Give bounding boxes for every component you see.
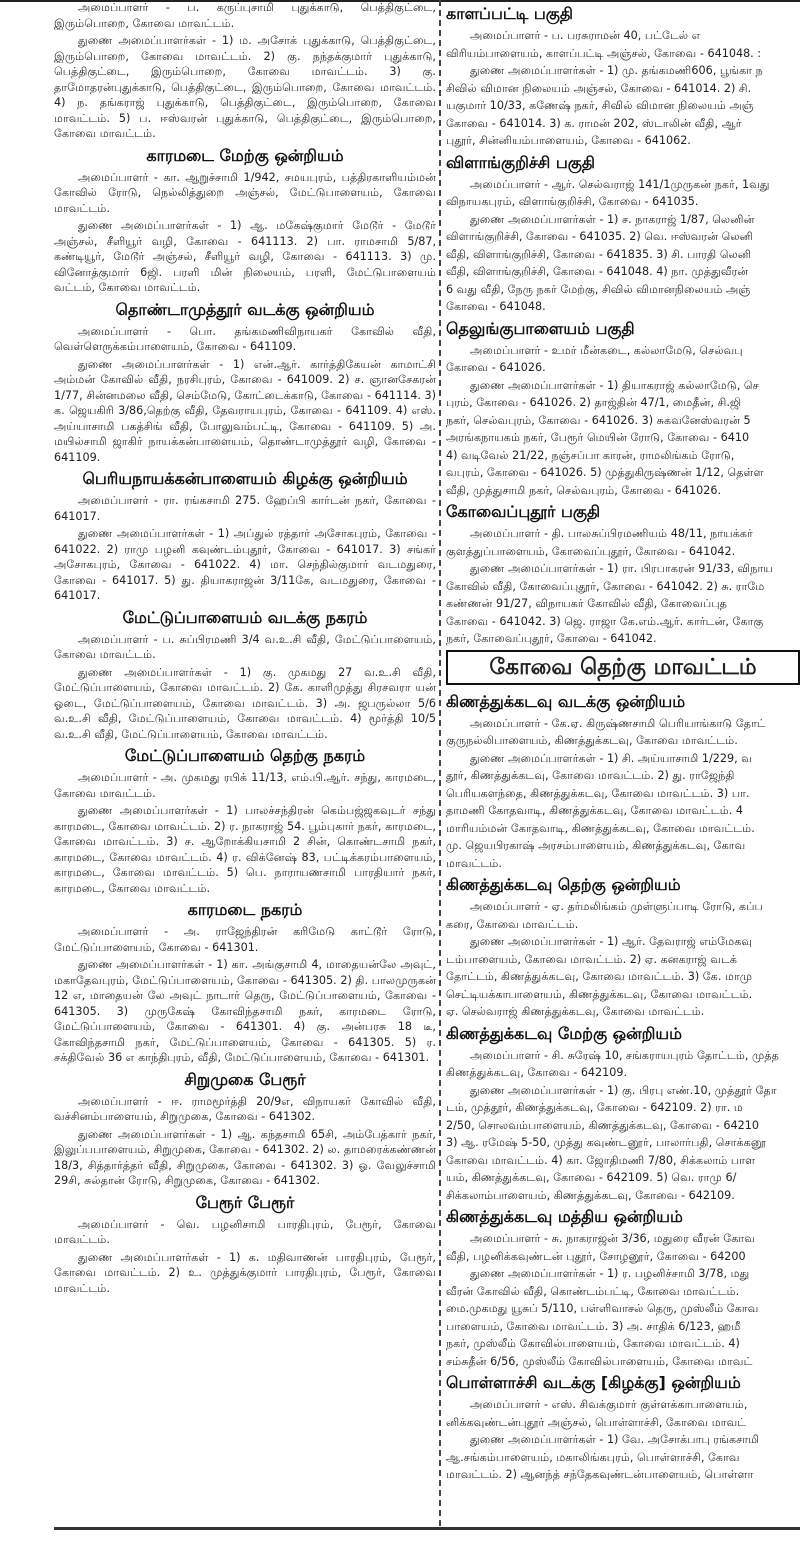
text-line: பெரியகளந்தை, கிணத்துக்கடவு, கோவை மாவட்டம். 3) பா. xyxy=(446,786,750,800)
text-line: அரங்கநாயகம் நகர், பேரூர் மெயின் ரோடு, கோவை - 6410 xyxy=(446,431,750,444)
section-heading: கோவைப்புதூர் பகுதி xyxy=(446,502,601,521)
text-line: யம், கிணத்துக்கடவு, கோவை - 642109. 5) வெ. ராமு 6/ xyxy=(446,1171,737,1184)
section-heading: கிணத்துக்கடவு தெற்கு ஒன்றியம் xyxy=(446,875,681,894)
organizer-entry: அமைப்பாளர் - ப. சுப்பிரமணி 3/4 வ.உ.சி வீதி, மேட்டுப்பாளையம், கோவை மாவட்டம். xyxy=(54,632,436,661)
text-line: ஏ. செல்வராஜ் கிணத்துக்கடவு, கோவை மாவட்டம். xyxy=(446,1005,705,1018)
text-line: துணை அமைப்பாளர்கள் - 1) ர. பழனிச்சாமி 3/78, மது xyxy=(470,1267,750,1280)
deputy-organizers-entry: துணை அமைப்பாளர்கள் - 1) ஆ. மகேஷ்குமார் மேடூர் - மேடூர் அஞ்சல், சீளியூர் வழி, கோவை - 641113. 2) பா. ராமசாமி 5/87, கண்டியூர், மேடூர் அஞ்சல், சீளியூர் வழி, கோவை - 641113. 3) மு. வினோத்குமார் 6ஜி. பரளி மின் நிலையம், பரளி, மேட்டுபாளையம் வட்டம், கோவை மாவட்டம். xyxy=(54,219,436,294)
text-line: விரியம்பாளையம், காளப்பட்டி அஞ்சல், கோவை - 641048. : xyxy=(446,46,762,60)
text-line: துணை அமைப்பாளர்கள் - 1) சி. அய்யாசாமி 1/229, வ xyxy=(470,751,752,765)
text-line: 3) ஆ. ரமேஷ் 5-50, முத்து கவுண்டனூர், பாலார்பதி, சொக்கனூ xyxy=(446,1136,767,1149)
organizer-entry: அமைப்பாளர் - பொ. தங்கமணிவிநாயகர் கோவில் வீதி, வெள்ளெருக்கம்பாளையம், கோவை - 641109. xyxy=(54,324,436,353)
text-line: மு. ஜெயபிரகாஷ் அரசம்பாளையம், கிணத்துக்கடவு, கோவ xyxy=(446,839,746,852)
text-line: அமைப்பாளர் - சு. நாகராஜன் 3/36, மதுரை வீரன் கோவ xyxy=(470,1232,755,1245)
section-heading: மேட்டுப்பாளையம் வடக்கு நகரம் xyxy=(122,607,368,627)
section xyxy=(446,3,800,149)
text-line: ஆ.சங்கம்பாளையம், மகாலிங்கபுரம், பொள்ளாச்சி, கோவ xyxy=(446,1450,740,1464)
text-line: துணை அமைப்பாளர்கள் - 1) ச. நாகராஜ் 1/87, லெனின் xyxy=(470,212,755,226)
section-heading: மேட்டுப்பாளையம் தெற்கு நகரம் xyxy=(124,746,366,765)
section xyxy=(54,1192,436,1297)
text-line: குளத்துப்பாளையம், கோவைப்புதூர், கோவை - 641042. xyxy=(446,544,736,558)
text-line: துணை அமைப்பாளர்கள் - 1) கு. பிரபு எண்.10, முத்தூர் தோ xyxy=(470,1083,777,1097)
bottom-border xyxy=(54,1527,800,1530)
organizer-entry: அமைப்பாளர் - ரா. ரங்கசாமி 275. ஹேப்பி கார்டன் நகர், கோவை - 641017. xyxy=(54,494,436,523)
section xyxy=(446,1206,800,1369)
text-line: அமைப்பாளர் - சி. சுரேஷ் 10, சங்கராயபுரம் தோட்டம், முத்த xyxy=(470,1048,779,1062)
text-line: அமைப்பாளர் - தி. பாலசுப்பிரமணியம் 48/11, நாயக்கர் xyxy=(470,527,753,540)
section-heading: காரமடை மேற்கு ஒன்றியம் xyxy=(146,145,344,165)
text-line: விளாங்குறிச்சி, கோவை - 641035. 2) வெ. ஈஸ்வரன் லெனி xyxy=(446,230,753,243)
text-line: மை.முகமது யூசுப் 5/110, பள்ளிவாசல் தெரு, முஸ்லீம் கோவ xyxy=(446,1302,759,1315)
text-line: புதூர், சின்னியம்பாளையம், கோவை - 641062. xyxy=(446,134,691,147)
section-heading: விளாங்குறிச்சி பகுதி xyxy=(446,152,596,172)
text-line: சிவில் விமான நிலையம் அஞ்சல், கோவை - 641014. 2) சி. xyxy=(446,81,752,95)
text-line: அமைப்பாளர் - கே.ஏ. கிருஷ்ணசாமி பெரியாங்காடு தோட் xyxy=(470,716,766,730)
section xyxy=(54,299,436,466)
text-line: 4) வடிவேல் 21/22, நஞ்சப்பா காரன், ராமலிங்கம் ரோடு, xyxy=(446,448,735,462)
deputy-organizers-entry: துணை அமைப்பாளர்கள் - 1) ம. அசோக் புதுக்காடு, பெத்திகுட்டை, இரும்பொறை, கோவை மாவட்டம். 2) கு. நந்தக்குமார் புதுக்காடு, பெத்திகுட்டை, இரும்பொறை, கோவை மாவட்டம். 3) கு. தாமோதரன்புதுக்காடு, பெத்திகுட்டை, இரும்பொறை, கோவை மாவட்டம். 4) ந. தங்கராஜ் புதுக்காடு, பெத்திகுட்டை, இரும்பொறை, கோவை மாவட்டம். 5) ப. ஈஸ்வரன் புதுக்காடு, பெத்திகுட்டை, இரும்பொறை, கோவை மாவட்டம். xyxy=(54,34,436,140)
section xyxy=(446,874,800,1020)
text-line: துணை அமைப்பாளர்கள் - 1) தியாகராஜ் கல்லாமேடு, செ xyxy=(470,378,759,392)
section xyxy=(446,152,800,315)
deputy-organizers-entry: துணை அமைப்பாளர்கள் - 1) கா. அங்குசாமி 4, மாதையன்லே அவுட், மகாதேவபுரம், மேட்டுப்பாளையம், கோவை - 641305. 2) தி. பாலமுருகன் 12 எ, மாதையன் லே அவுட் நாடார் தெரு, மேட்டுப்பாளையம், கோவை - 641305. 3) முருகேஷ் கோவிந்தசாமி நகர், காரமடை ரோடு, மேட்டுப்பாளையம், கோவை - 641301. 4) கு. அன்பரசு 18 டீ, கோவிந்தசாமி நகர், மேட்டுப்பாளையம், கோவை - 641305. 5) ர. சக்திவேல் 36 எ காந்திபுரம், வீதி, மேட்டுப்பாளையம், கோவை - 641301. xyxy=(54,958,436,1064)
section-heading: தொண்டாமுத்தூர் வடக்கு ஒன்றியம் xyxy=(115,299,375,319)
text-line: நகர், முஸ்லீம் கோவில்பாளையம், கோவை மாவட்டம். 4) xyxy=(446,1337,740,1350)
text-line: வீதி, விளாங்குறிச்சி, கோவை - 641835. 3) சி. பாரதி லெனி xyxy=(446,247,752,261)
text-line: மாவட்டம். xyxy=(446,856,502,870)
text-line: அமைப்பாளர் - ஆர். செல்வராஜ் 141/1முருகன் நகர், 1வது xyxy=(470,177,770,191)
section xyxy=(54,607,436,743)
text-line: கண்ணன் 91/27, விநாயகர் கோவில் வீதி, கோவைப்புத xyxy=(446,597,727,610)
text-line: 6 வது வீதி, நேரு நகர் மேற்கு, சிவில் விமானநிலையம் அஞ் xyxy=(446,282,751,296)
text-line: புரம், கோவை - 641026. 2) தாஜ்தின் 47/1, மைதீன், சி.ஜி xyxy=(446,396,742,409)
organizer-entry: அமைப்பாளர் - ஈ. ராமமூர்த்தி 20/9எ, விநாயகர் கோவில் வீதி, வச்சினம்பாளையம், சிறுமுகை, கோவை - 641302. xyxy=(54,1094,436,1123)
text-line: அமைப்பாளர் - ப. பரசுராமன் 40, பட்டேல் எ xyxy=(470,29,701,42)
text-line: தாமணி கோதவாடி, கிணத்துக்கடவு, கோவை மாவட்டம். 4 xyxy=(446,804,743,817)
text-line: நகர், கோவைப்புதூர், கோவை - 641042. xyxy=(446,632,657,645)
organizer-entry: அமைப்பாளர் - வெ. பழனிசாமி பாரதிபுரம், பேரூர், கோவை மாவட்டம். xyxy=(54,1217,436,1246)
text-line: செட்டியக்காபாளையம், கிணத்துக்கடவு, கோவை மாவட்டம். xyxy=(446,987,753,1001)
section xyxy=(446,501,800,647)
text-line: வீதி, முத்துசாமி நகர், செல்வபுரம், கோவை - 641026. xyxy=(446,483,722,497)
deputy-organizers-entry: துணை அமைப்பாளர்கள் - 1) பாலச்சந்திரன் கெம்பஜ்ஜகவுடர் சந்து காரமடை, கோவை மாவட்டம். 2) ர. நாகராஜ் 54. பூம்புகார் நகர், காரமடை, கோவை மாவட்டம். 3) ச. ஆறோக்கியசாமி 2 சின், கொண்டசாமி நகர், காரமடை, கோவை மாவட்டம். 4) ர. விக்னேஷ் 83, பட்டிக்கரம்பாளையம், காரமடை, கோவை மாவட்டம். 5) பெ. நாராயணசாமி பாரதியார் நகர், காரமடை, கோவை மாவட்டம். xyxy=(54,804,436,895)
text-line: கோவை - 641042. 3) ஜெ. ராஜா கே.எம்.ஆர். கார்டன், கோகு xyxy=(446,614,764,628)
deputy-organizers-entry: துணை அமைப்பாளர்கள் - 1) அப்துல் ரத்தார் அசோகபுரம், கோவை - 641022. 2) ராமு பழனி கவுண்டம்புதூர், கோவை - 641017. 3) சங்கர் அசோகபுரம், கோவை - 641022. 4) மா. செந்தில்குமார் வடமதுரை, கோவை - 641017. 5) து. தியாகராஜன் 3/11கே, வடமதுரை, கோவை - 641017. xyxy=(54,527,436,602)
text-line: கோவை - 641048. xyxy=(446,300,546,313)
text-line: துணை அமைப்பாளர்கள் - 1) வே. அசோக்பாபு ரங்கசாமி xyxy=(470,1433,760,1446)
text-line: துணை அமைப்பாளர்கள் - 1) ஆர். தேவராஜ் எம்மேகவு xyxy=(470,935,753,948)
left-column xyxy=(54,0,436,1524)
text-line: 2/50, சொலவம்பாளையம், கிணத்துக்கடவு, கோவை - 64210 xyxy=(446,1118,759,1132)
section xyxy=(446,1372,800,1483)
section-heading: பெரியநாயக்கன்பாளையம் கிழக்கு ஒன்றியம் xyxy=(82,469,408,488)
text-line: கோவில் வீதி, கோவைப்புதூர், கோவை - 641042. 2) சு. ராமே xyxy=(446,579,765,593)
organizer-entry: அமைப்பாளர் - ப. கருப்புசாமி புதுக்காடு, பெத்திகுட்டை, இரும்பொறை, கோவை மாவட்டம். xyxy=(54,1,436,30)
section xyxy=(54,145,436,296)
text-line: பாளையம், கோவை மாவட்டம். 3) அ. சாதிக் 6/123, ஹமீ xyxy=(446,1319,741,1333)
section-heading: காளப்பட்டி பகுதி xyxy=(446,4,574,23)
text-line: வபுரம், கோவை - 641026. 5) முத்துகிருஷ்ணன் 1/12, தெள்ள xyxy=(446,466,764,479)
text-line: கோவை - 641026. xyxy=(446,361,546,374)
section xyxy=(54,899,436,1066)
right-column xyxy=(446,0,800,1524)
text-line: மாவட்டம். 2) ஆனந்த் சந்தேகவுண்டன்பாளையம், பொள்ளா xyxy=(446,1468,754,1481)
text-line: கரை, கோவை மாவட்டம். xyxy=(446,917,579,931)
deputy-organizers-entry: துணை அமைப்பாளர்கள் - 1) கு. முகமது 27 வ.உ.சி வீதி, மேட்டுப்பாளையம், கோவை மாவட்டம். 2) கே. காளிமுத்து சிரசவரா யன் ஓடை, மேட்டுப்பாளையம், கோவை மாவட்டம். 3) அ. ஜபருல்லா 5/6 வ.உ.சி வீதி, மேட்டுப்பாளையம், கோவை மாவட்டம். 4) மூர்த்தி 10/5 வ.உ.சி வீதி, மேட்டுப்பாளையம், கோவை மாவட்டம். xyxy=(54,665,436,741)
text-line: டம்பாளையம், கோவை மாவட்டம். 2) ஏ. கனகராஜ் வடக் xyxy=(446,952,738,966)
text-line: வீரன் கோவில் வீதி, கொண்டம்பட்டி, கோவை மாவட்டம். xyxy=(446,1284,740,1298)
section-heading: கிணத்துக்கடவு மேற்கு ஒன்றியம் xyxy=(446,1023,682,1043)
text-line: அமைப்பாளர் - எஸ். சிவக்குமார் குள்ளக்காபாளையம், xyxy=(470,1398,748,1411)
section-heading: சிறுமுகை பேரூர் xyxy=(184,1069,306,1089)
section xyxy=(446,318,800,499)
text-line: கோவை மாவட்டம். 4) கா. ஜோதிமணி 7/80, சிக்கலாம் பாள xyxy=(446,1153,756,1167)
text-line: சிக்கலாம்பாளையம், கிணத்துக்கடவு, கோவை - 642109. xyxy=(446,1188,735,1202)
organizer-entry: அமைப்பாளர் - அ. ராஜேந்திரன் கரிமேடு காட்டூர் ரோடு, மேட்டுப்பாளையம், கோவை - 641301. xyxy=(54,925,436,954)
section xyxy=(54,745,436,896)
section xyxy=(446,1023,800,1204)
text-line: வீதி, விளாங்குறிச்சி, கோவை - 641048. 4) நா. முத்துவீரன் xyxy=(446,265,749,278)
section xyxy=(54,468,436,604)
text-line: குருநல்லிபாளையம், கிணத்துக்கடவு, கோவை மாவட்டம். xyxy=(446,734,738,747)
text-line: தோட்டம், கிணத்துக்கடவு, கோவை மாவட்டம். 3) கே. மாமு xyxy=(446,970,753,983)
text-line: யகுமார் 10/33, கணேஷ் நகர், சிவில் விமான நிலையம் அஞ் xyxy=(446,99,754,112)
organizer-entry: அமைப்பாளர் - அ. முகமது ரபிக் 11/13, எம்.பி.ஆர். சந்து, காரமடை, கோவை மாவட்டம். xyxy=(54,771,436,800)
section-heading: கிணத்துக்கடவு வடக்கு ஒன்றியம் xyxy=(446,691,686,711)
text-line: கோவை - 641014. 3) க. ராமன் 202, ஸ்டாலின் வீதி, ஆர் xyxy=(446,116,742,130)
organizer-entry: அமைப்பாளர் - கா. ஆறுச்சாமி 1/942, சமயபுரம், பத்திரகாளியம்மன் கோவில் ரோடு, நெல்லித்துறை அஞ்சல், மேட்டுபாளையம், கோவை மாவட்டம். xyxy=(54,170,436,215)
section-heading: பேரூர் பேரூர் xyxy=(195,1192,295,1212)
section xyxy=(446,691,800,872)
text-line: மாரியம்மன் கோதவாடி, கிணத்துக்கடவு, கோவை மாவட்டம். xyxy=(446,821,755,835)
district-banner: கோவை தெற்கு மாவட்டம் xyxy=(446,650,800,685)
text-line: அமைப்பாளர் - உமர் மீன்கடை, கல்லாமேடு, செல்வபு xyxy=(470,343,743,357)
section-heading: பொள்ளாச்சி வடக்கு [கிழக்கு] ஒன்றியம் xyxy=(446,1373,741,1392)
deputy-organizers-entry: துணை அமைப்பாளர்கள் - 1) க. மதிவாணன் பாரதிபுரம், பேரூர், கோவை மாவட்டம். 2) உ. முத்துக்குமார் பாரதிபுரம், பேரூர், கோவை மாவட்டம். xyxy=(54,1250,436,1295)
text-line: துணை அமைப்பாளர்கள் - 1) மு. தங்கமணி606, பூங்கா ந xyxy=(470,64,763,77)
text-line: விநாயகபுரம், விளாங்குறிச்சி, கோவை - 641035. xyxy=(446,195,699,208)
text-line: அமைப்பாளர் - ஏ. தர்மலிங்கம் முள்ளுப்பாடி ரோடு, கப்ப xyxy=(470,900,763,913)
section-heading: காரமடை நகரம் xyxy=(187,900,303,919)
text-line: நகர், செல்வபுரம், கோவை - 641026. 3) சுகவனேஸ்வரன் 5 xyxy=(446,413,751,427)
deputy-organizers-entry: துணை அமைப்பாளர்கள் - 1) என்.ஆர். கார்த்திகேயன் காமாட்சி அம்மன் கோவில் வீதி, நரசிபுரம், கோவை - 641009. 2) ச. ஞானசேகரன் 1/77, சின்னமலை வீதி, செம்மேடு, கோட்டைக்காடு, கோவை - 641114. 3) க. ஜெயகிரி 3/86,தெற்கு வீதி, தேவராயபுரம், கோவை - 641109. 4) எஸ். அய்யாசாமி பகத்சிங் வீதி, போலுவம்பட்டி, கோவை - 641109. 5) அ. மயில்சாமி ஜாகிர் நாயக்கன்பாளையம், தொண்டாமுத்தூர் வழி, கோவை - 641109. xyxy=(54,357,436,464)
section-heading: கிணத்துக்கடவு மத்திய ஒன்றியம் xyxy=(446,1207,683,1226)
text-line: தூர், கிணத்துக்கடவு, கோவை மாவட்டம். 2) து. ராஜேந்தி xyxy=(446,769,735,782)
deputy-organizers-entry: துணை அமைப்பாளர்கள் - 1) ஆ. கந்தசாமி 65சி, அம்பேத்கார் நகர், இலுப்பபாளையம், சிறுமுகை, கோவை - 641302. 2) ல. தாமரைக்கண்ணன் 18/3, சித்தார்த்தர் வீதி, சிறுமுகை, கோவை - 641302. 3) ஓ. வேலுச்சாமி 29சி, சுல்தான் ரோடு, சிறுமுகை, கோவை - 641302. xyxy=(54,1127,436,1187)
column-divider xyxy=(439,0,441,1526)
text-line: சம்சுதீன் 6/56, முஸ்லீம் கோவில்பாளையம், கோவை மாவட் xyxy=(446,1354,753,1368)
text-line: கிணத்துக்கடவு, கோவை - 642109. xyxy=(446,1066,628,1079)
text-line: வீதி, பழனிக்கவுண்டன் புதூர், சோழனூர், கோவை - 64200 xyxy=(446,1249,746,1263)
text-line: டம், முத்தூர், கிணத்துக்கடவு, கோவை - 642109. 2) ரா. ம xyxy=(446,1101,743,1114)
section-heading: தெலுங்குபாளையம் பகுதி xyxy=(446,318,635,338)
text-line: னிக்கவுண்டன்புதூர் அஞ்சல், பொள்ளாச்சி, கோவை மாவட் xyxy=(446,1415,747,1429)
section xyxy=(54,1069,436,1189)
section xyxy=(54,0,436,142)
text-line: துணை அமைப்பாளர்கள் - 1) ரா. பிரபாகரன் 91/33, விநாய xyxy=(470,562,773,575)
